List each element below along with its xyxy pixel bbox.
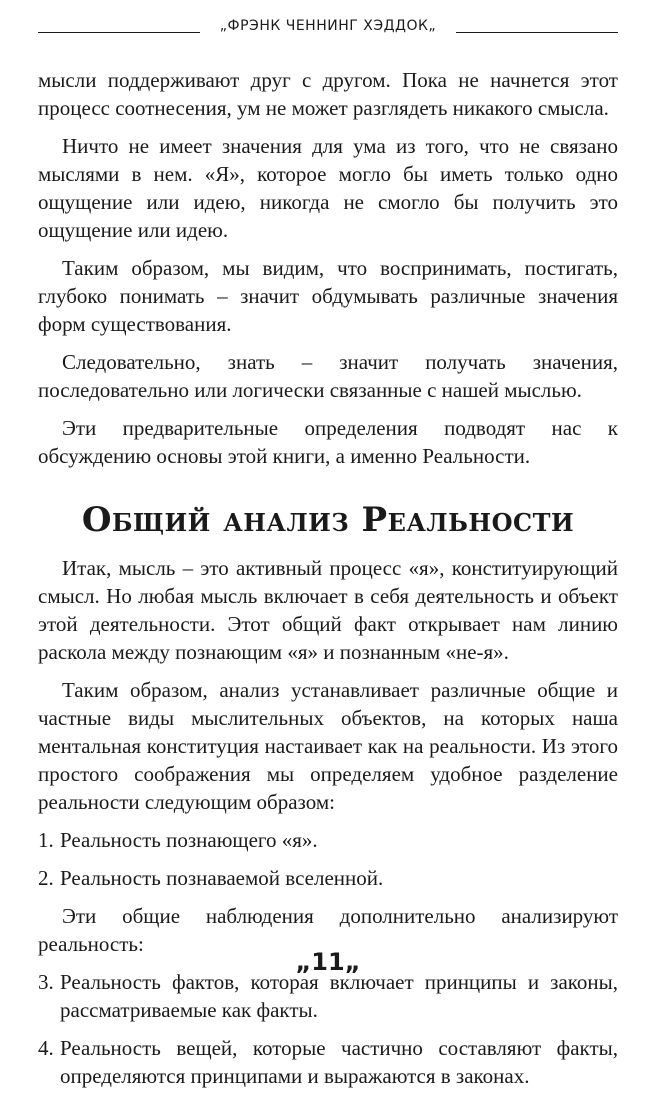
page-number: „11„ — [295, 948, 361, 976]
paragraph: Таким образом, анализ устанавливает различные общие и частные виды мыслительных объектов, на которых наша ментальная конституция настаивает как на реальности. Из этого простого соображения мы определяем удобное разделение реальности следующим образом: — [38, 678, 618, 814]
paragraph: Эти предварительные определения подводят нас к обсуждению основы этой книги, а именно Реальности. — [38, 416, 618, 468]
list-text: Реальность фактов, которая включает принципы и законы, рассматриваемые как факты. — [60, 970, 618, 1022]
section-heading: Общий анализ Реальности — [81, 500, 575, 540]
paragraph: Ничто не имеет значения для ума из того, что не связано мыслями в нем. «Я», которое могло бы иметь только одно ощущение или идею, никогда не смогло бы получить это ощущение или идею. — [38, 134, 618, 242]
paragraph: Итак, мысль – это активный процесс «я», конституирующий смысл. Но любая мысль включает в себя деятельность и объект этой деятельности. Этот общий факт открывает нам линию раскола между познающим «я» и познанным «не-я». — [38, 556, 618, 664]
list-number: 4. — [38, 1036, 54, 1060]
list-number: 2. — [38, 866, 54, 890]
list-text: Реальность познающего «я». — [60, 828, 318, 852]
list-number: 1. — [38, 828, 54, 852]
list-item — [38, 826, 618, 854]
body-text — [38, 66, 618, 1100]
paragraph: Таким образом, мы видим, что воспринимать, постигать, глубоко понимать – значит обдумывать различные значения форм существования. — [38, 256, 618, 336]
list-item — [38, 1034, 618, 1090]
list-text: Реальность познаваемой вселенной. — [60, 866, 384, 890]
list-number: 3. — [38, 970, 54, 994]
paragraph: Следовательно, знать – значит получать значения, последовательно или логически связанные с нашей мыслью. — [38, 350, 618, 402]
paragraph: Эти общие наблюдения дополнительно анализируют реальность: — [38, 904, 618, 956]
running-head-rule-right — [456, 32, 618, 33]
list-text: Реальность вещей, которые частично составляют факты, определяются принципами и выражаются в законах. — [60, 1036, 618, 1088]
list-item — [38, 864, 618, 892]
running-head — [38, 14, 618, 40]
paragraph: мысли поддерживают друг с другом. Пока не начнется этот процесс соотнесения, ум не может разглядеть никакого смысла. — [38, 68, 618, 120]
running-head-title: „ФРЭНК ЧЕННИНГ ХЭДДОК„ — [219, 18, 437, 34]
list-item — [38, 968, 618, 1024]
